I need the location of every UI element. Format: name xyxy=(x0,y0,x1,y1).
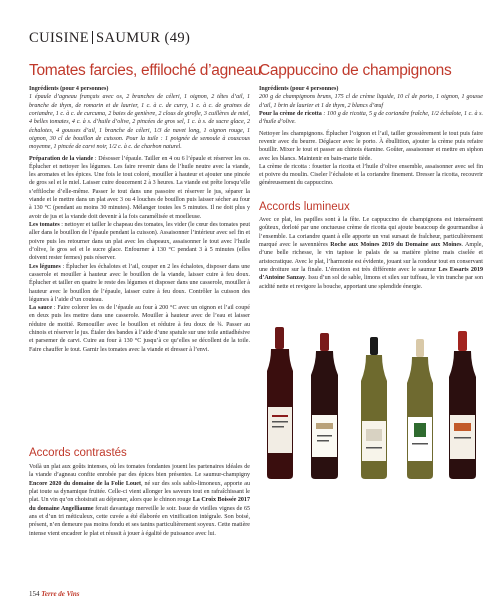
ricotta-ingredients: Pour la crème de ricotta : 100 g de ricotta, 5 g de coriandre fraîche, 1/2 échalote, 1 c. à s. d’huile d’olive. xyxy=(259,110,483,126)
accords-left-text: Voilà un plat aux goûts intenses, où les tomates fondantes jouent les partenaires idéales de la viande d’agneau confite enrobée par des épices bien présentes. Le saumur-champigny Encore 2020 du domaine de la Folie Louet, né sur des sols sablo-limoneux, apporte au plat toute sa dynamique fruitée. Celle-ci vient allonger les saveurs tout en rafraîchissant le plat. Un vin qu’on choisirait au déjeuner, alors que le chinon rouge La Croix Boissée 2017 du domaine Angelliaume ferait davantage merveille le soir. Issue de vieilles vignes de 65 ans et d’un tri méticuleux, cette cuvée a été élaborée en vinification intégrale. Son boisé, présent, n’en demeure pas moins fondu et ses tanins particulièrement soyeux. Cette matière intense vient encadrer le plat et réussit à jouer à égalité de puissance avec lui. xyxy=(29,464,250,537)
bottle-1 xyxy=(267,327,293,479)
recipe-title-cappuccino: Cappuccino de champignons xyxy=(259,62,452,79)
step-legumes: Les légumes : Éplucher les échalotes et l’ail, couper en 2 les échalotes, disposer dans une casserole et mouiller à hauteur avec le bouillon de la viande, laisser cuire à feu doux. Éplucher et tailler en quatre le reste des légumes et disposer dans une casserole, mouiller à hauteur avec le bouillon de l’épaule, laisser cuire à feu doux. Contrôler la cuisson des légumes à l’aide d’un couteau. xyxy=(29,263,250,303)
recipe-title-tomates: Tomates farcies, effiloché d’agneau xyxy=(29,62,262,79)
step-sauce: La sauce : Faire colorer les os de l’épaule au four à 200 °C avec un oignon et l’ail coupé en deux puis les mettre dans une casserole. Mouiller à hauteur avec de l’eau et laisser réduire de moitié. Remouiller avec le bouillon et réduire à feu doux de ¾. Passer au chinois et réserver le jus. Étaler des bandes à l’aide d’une spatule sur une toile antiadhésive et parsemer de carvi. Cuire au four à 130 °C jusqu’à ce qu’elles se décollent de la toile. Faire chauffer le tout. Garnir les tomates avec la viande et dresser à l’envi. xyxy=(29,305,250,353)
bottle-3 xyxy=(361,337,387,479)
step-champignons: Nettoyer les champignons. Éplucher l’oignon et l’ail, tailler grossièrement le tout puis faire revenir avec du beurre. Déglacer avec le porto. À ébullition, ajouter la crème puis refaire bouillir. Mixer le tout et passer au chinois étamine. Goûter, assaisonner et mettre en siphon avec les blancs. Maintenir en bain-marie tiède. xyxy=(259,130,483,162)
page-footer xyxy=(29,590,80,598)
recipe-column-left xyxy=(29,85,250,354)
page-number: 154 xyxy=(29,590,40,598)
bottle-2 xyxy=(311,333,338,479)
wine-bottles-photo xyxy=(253,323,483,481)
accords-right-text: Avec ce plat, les papilles sont à la fête. Le cappuccino de champignons est intensément goûteux, dorloté par une onctueuse crème de ricotta qui ajoute beaucoup de gourmandise à l’ensemble. La coriandre quant à elle apporte un vrai sursaut de fraîcheur, particulièrement marqué avec le savennières Roche aux Moines 2019 du Domaine aux Moines. Ample, d’une belle richesse, le vin tapisse le palais de sa matière pleine mais ciselée et aristocratique. Avec le plat, l’harmonie est évidente, jouant sur la rondeur tout en conservant une droiture sur la finale. L’émotion est très différente avec le saumur Les Essarts 2019 d’Antoine Sanzay. Issu d’un sol de sable, limons et silex sur tuffeau, le vin tranche par son acidité nette et revigore la bouche, apportant une splendide énergie. xyxy=(259,217,483,290)
step-viande: Préparation de la viande : Désosser l’épaule. Tailler en 4 ou 6 l’épaule et réserver les os. Éplucher et nettoyer les légumes. Les faire revenir dans de l’huile neutre avec la viande, les aromates et les épices. Une fois le tout coloré, mouiller à hauteur et ajouter une pincée de gros sel et le miel. Laisser cuire doucement 2 à 3 heures. La viande est prête lorsqu’elle s’effiloche d’elle-même. Passer le tout dans une passoire et réserver le jus, séparer la viande et le mettre dans un plat avec 3 ou 4 louches de bouillon puis laisser sécher au four à 130 °C (pendant au moins 30 minutes). Mélanger toutes les 5 minutes. Il ne doit plus y avoir de jus et la viande doit devenir à la fois caramélisée et moelleuse. xyxy=(29,155,250,220)
recipe-column-right xyxy=(259,85,483,188)
wine-bottles-illustration xyxy=(253,323,483,481)
brand-logo: Terre de Vins xyxy=(41,590,80,598)
region-label: SAUMUR (49) xyxy=(96,30,191,46)
section-header xyxy=(29,30,190,47)
step-ricotta: La crème de ricotta : fouetter la ricotta et l’huile d’olive ensemble, assaisonner avec sel fin et poivre du moulin. Ciseler l’échalote et la coriandre finement. Dresser la ricotta, recouvrir généreusement du cappuccino. xyxy=(259,163,483,187)
section-label: CUISINE xyxy=(29,30,89,46)
bottle-4 xyxy=(407,339,433,479)
subheading-accords-lumineux: Accords lumineux xyxy=(259,201,350,213)
bottle-5 xyxy=(449,331,476,479)
step-tomates: Les tomates : nettoyer et tailler le chapeau des tomates, les vider (le cœur des tomates peut aller dans le bouillon de l’épaule pendant la cuisson). Assaisonner l’intérieur avec sel fin et poivre puis les retourner dans un plat avec les chapeaux, assaisonner le tout avec l’huile d’olive, le gros sel et le sucre glace. Enfourner à 130 °C pendant 3 à 5 minutes (elles doivent rester fermes) puis réserver. xyxy=(29,222,250,262)
ingredients-heading: Ingrédients (pour 4 personnes) xyxy=(29,86,109,92)
header-divider xyxy=(92,31,93,44)
subheading-accords-contrastes: Accords contrastés xyxy=(29,447,127,459)
ingredients-list: 1 épaule d’agneau français avec os, 2 branches de céleri, 1 oignon, 2 têtes d’ail, 1 branche de thym, de romarin et de laurier, 1 c. à c. de curry, 1 c. à c. de graines de coriandre, 1 c. à c. de curcuma, 2 baies de genièvre, 2 clous de girofle, 3 cuillères de miel, 4 belles tomates, 4 c. à s. d’huile d’olive, 2 pincées de gros sel, 1 c. à s. de sucre glace, 2 échalotes, 4 gousses d’ail, 1 branche de céleri, 1/3 de navet long, 1 oignon rouge, 1 oignon, 30 cl de bouillon de cuisson. Pour la tuile : 1 poignée de semoule à couscous moyenne, 1 pincée de carvi noir, 1/2 c. à c. de charbon naturel. xyxy=(29,94,250,151)
ingredients-list-right: 200 g de champignons bruns, 175 cl de crème liquide, 10 cl de porto, 1 oignon, 1 gousse d’ail, 1 brin de laurier et 1 de thym, 2 blancs d’œuf xyxy=(259,94,483,109)
ingredients-heading-right: Ingrédients (pour 4 personnes) xyxy=(259,86,339,92)
